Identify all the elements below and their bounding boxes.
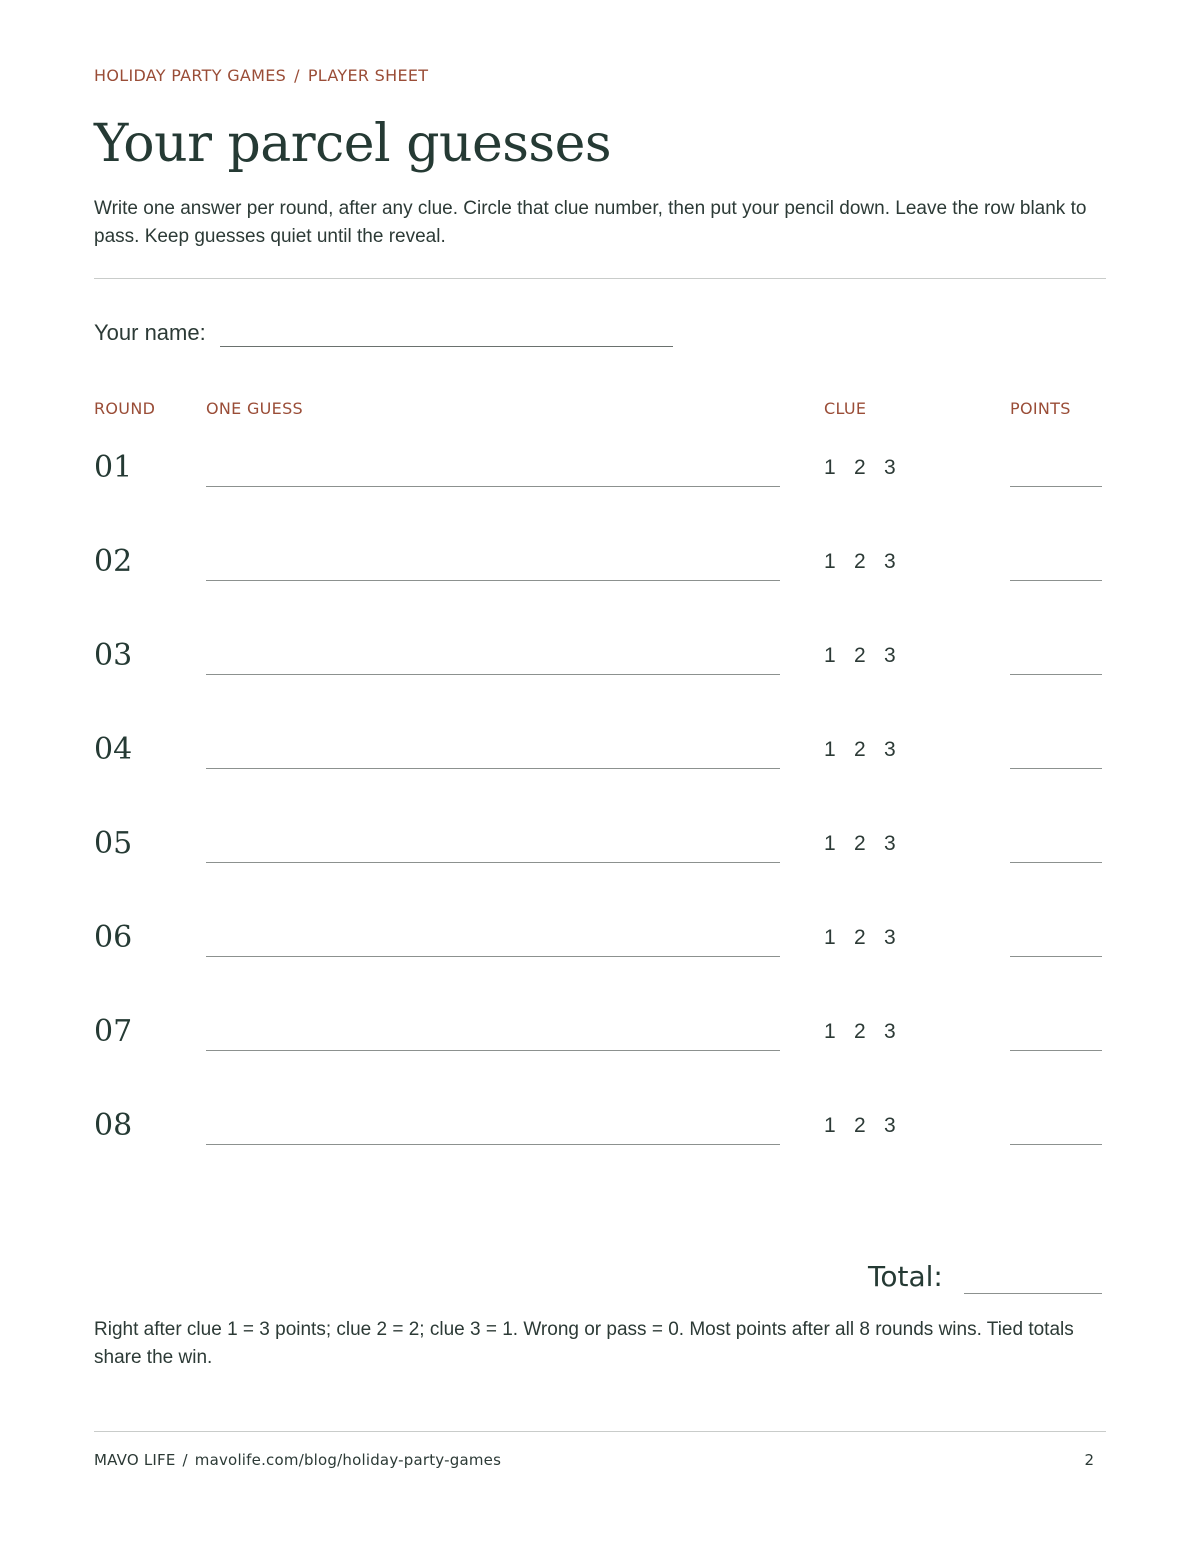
clue-option[interactable]: 1: [824, 738, 836, 761]
round-number: 08: [94, 1108, 133, 1143]
guess-field[interactable]: [206, 1050, 780, 1051]
clue-option[interactable]: 3: [884, 1114, 896, 1137]
guess-field[interactable]: [206, 486, 780, 487]
clue-option[interactable]: 3: [884, 644, 896, 667]
guess-field[interactable]: [206, 768, 780, 769]
player-sheet-page: [94, 0, 1106, 1553]
column-header-guess: ONE GUESS: [206, 399, 303, 418]
round-row: [94, 1106, 1106, 1166]
page-number: 2: [1084, 1451, 1094, 1469]
clue-options: [824, 926, 914, 950]
clue-option[interactable]: 1: [824, 832, 836, 855]
points-field[interactable]: [1010, 956, 1102, 957]
guess-field[interactable]: [206, 580, 780, 581]
round-row: [94, 1012, 1106, 1072]
guess-field[interactable]: [206, 956, 780, 957]
points-field[interactable]: [1010, 674, 1102, 675]
clue-options: [824, 550, 914, 574]
clue-option[interactable]: 2: [854, 456, 866, 479]
column-header-points: POINTS: [1010, 399, 1071, 418]
instructions-text: Write one answer per round, after any clue. Circle that clue number, then put your pencil down. Leave the row blank to pass. Keep guesses quiet until the reveal.: [94, 198, 1087, 247]
breadcrumb-subsection: PLAYER SHEET: [307, 66, 429, 85]
round-row: [94, 730, 1106, 790]
clue-option[interactable]: 2: [854, 1020, 866, 1043]
breadcrumb-separator: /: [294, 66, 300, 85]
footer-brand: MAVO LIFE: [94, 1451, 176, 1469]
round-number: 02: [94, 544, 133, 579]
footer-url[interactable]: mavolife.com/blog/holiday-party-games: [194, 1451, 502, 1469]
clue-option[interactable]: 2: [854, 832, 866, 855]
clue-options: [824, 832, 914, 856]
points-field[interactable]: [1010, 486, 1102, 487]
page-title: Your parcel guesses: [94, 114, 612, 174]
round-number: 07: [94, 1014, 133, 1049]
round-row: [94, 448, 1106, 508]
scoring-rules: Right after clue 1 = 3 points; clue 2 = 2; clue 3 = 1. Wrong or pass = 0. Most points after all 8 rounds wins. Tied totals share the win.: [94, 1319, 1074, 1368]
guess-field[interactable]: [206, 674, 780, 675]
total-field[interactable]: [964, 1293, 1102, 1294]
clue-options: [824, 644, 914, 668]
round-number: 03: [94, 638, 133, 673]
name-field[interactable]: [220, 346, 673, 347]
clue-options: [824, 738, 914, 762]
clue-option[interactable]: 3: [884, 456, 896, 479]
breadcrumb-section: HOLIDAY PARTY GAMES: [94, 66, 287, 85]
clue-option[interactable]: 2: [854, 738, 866, 761]
name-label: Your name:: [94, 320, 206, 345]
total-label: Total:: [868, 1260, 943, 1293]
column-header-clue: CLUE: [824, 399, 867, 418]
clue-option[interactable]: 3: [884, 926, 896, 949]
points-field[interactable]: [1010, 1144, 1102, 1145]
clue-option[interactable]: 2: [854, 1114, 866, 1137]
round-number: 01: [94, 450, 133, 485]
points-field[interactable]: [1010, 768, 1102, 769]
round-number: 06: [94, 920, 133, 955]
guess-field[interactable]: [206, 862, 780, 863]
round-number: 04: [94, 732, 133, 767]
clue-options: [824, 456, 914, 480]
round-row: [94, 824, 1106, 884]
round-row: [94, 636, 1106, 696]
clue-option[interactable]: 1: [824, 644, 836, 667]
round-row: [94, 918, 1106, 978]
clue-option[interactable]: 1: [824, 926, 836, 949]
clue-option[interactable]: 3: [884, 738, 896, 761]
clue-options: [824, 1020, 914, 1044]
points-field[interactable]: [1010, 580, 1102, 581]
round-number: 05: [94, 826, 133, 861]
clue-option[interactable]: 3: [884, 1020, 896, 1043]
points-field[interactable]: [1010, 862, 1102, 863]
round-row: [94, 542, 1106, 602]
clue-options: [824, 1114, 914, 1138]
clue-option[interactable]: 3: [884, 832, 896, 855]
guess-field[interactable]: [206, 1144, 780, 1145]
clue-option[interactable]: 3: [884, 550, 896, 573]
breadcrumb: [94, 66, 428, 85]
clue-option[interactable]: 1: [824, 1114, 836, 1137]
clue-option[interactable]: 2: [854, 644, 866, 667]
clue-option[interactable]: 1: [824, 456, 836, 479]
footer-separator: /: [182, 1451, 188, 1469]
points-field[interactable]: [1010, 1050, 1102, 1051]
clue-option[interactable]: 2: [854, 926, 866, 949]
clue-option[interactable]: 1: [824, 1020, 836, 1043]
column-header-round: ROUND: [94, 399, 156, 418]
divider-top: [94, 278, 1106, 279]
footer: [94, 1451, 501, 1469]
clue-option[interactable]: 2: [854, 550, 866, 573]
divider-bottom: [94, 1431, 1106, 1432]
clue-option[interactable]: 1: [824, 550, 836, 573]
